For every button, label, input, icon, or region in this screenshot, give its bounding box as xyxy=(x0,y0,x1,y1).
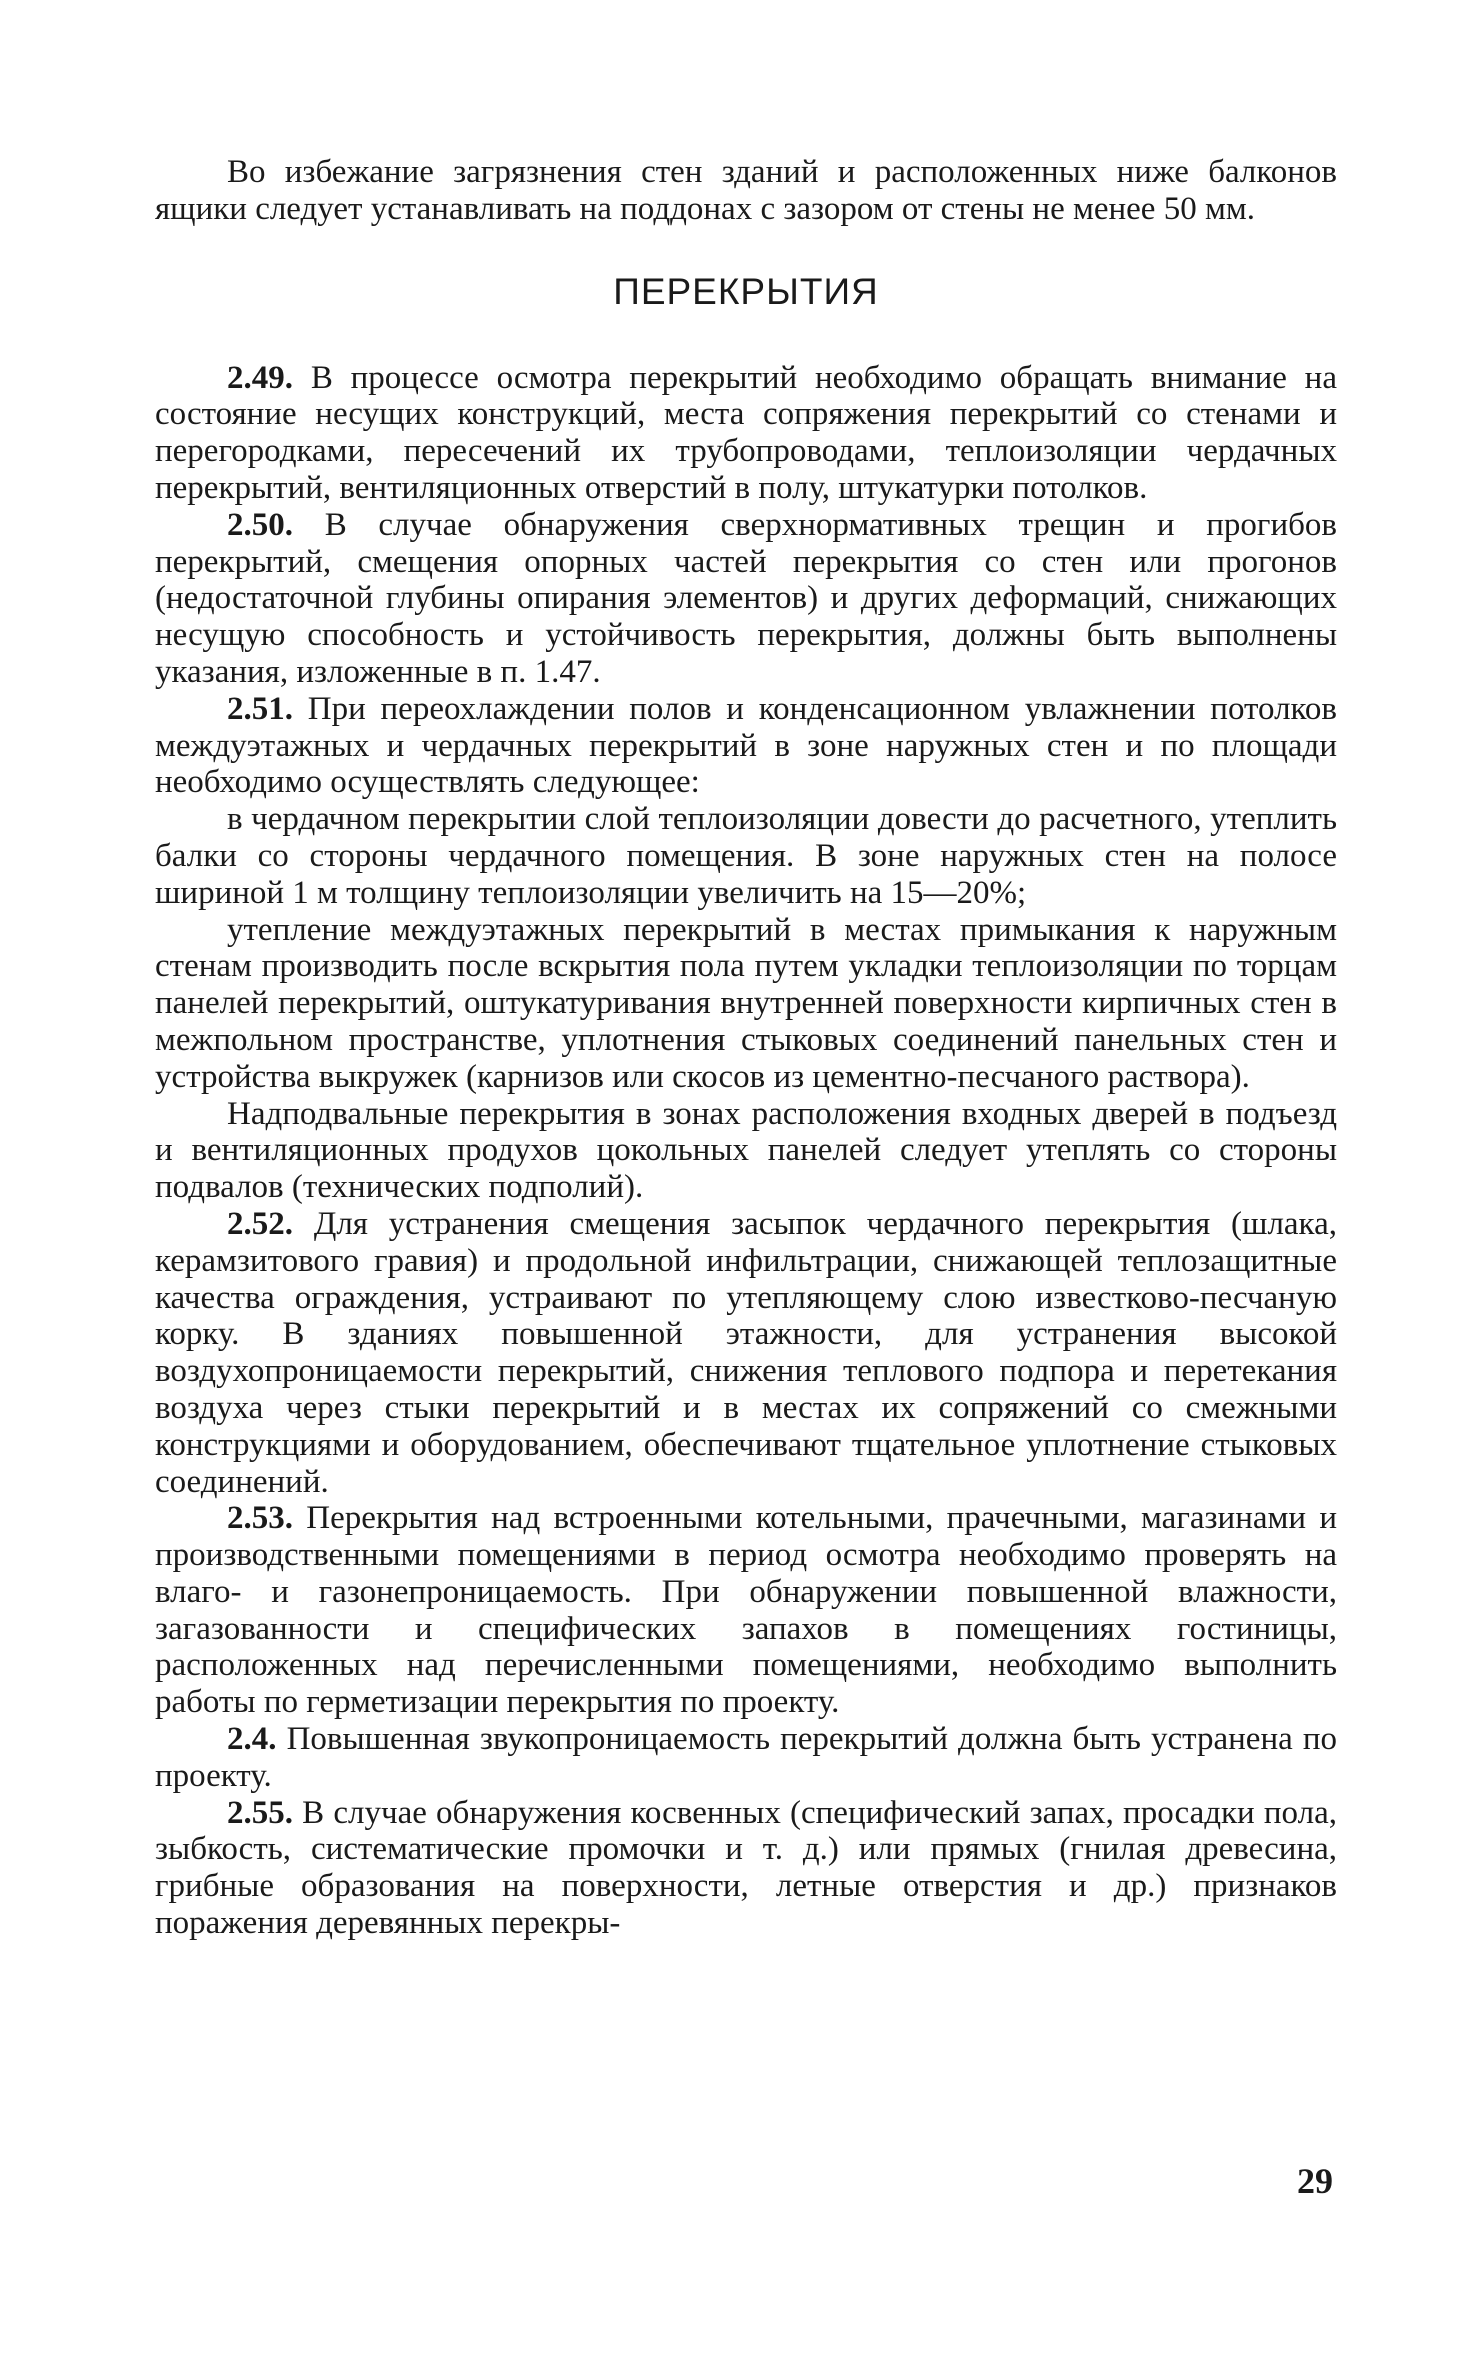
paragraph xyxy=(155,801,1337,911)
paragraph-text: В процессе осмотра перекрытий необходимо обращать внимание на состояние несущих конструкций, места сопряжения перекрытий со стенами и перегородками, пересечений их трубопроводами, теплоизоляции чердачных перекрытий, вентиляционных отверстий в полу, штукатурки потолков. xyxy=(155,359,1337,506)
paragraph-text: Повышенная звукопроницаемость перекрытий должна быть устранена по проекту. xyxy=(155,1721,1337,1794)
paragraph-text: утепление междуэтажных перекрытий в местах примыкания к наружным стенам производить после вскрытия пола путем укладки теплоизоляции по торцам панелей перекрытий, оштукатуривания внутренней поверхности кирпичных стен в межпольном пространстве, уплотнения стыковых соединений панельных стен и устройства выкружек (карнизов или скосов из цементно-песчаного раствора). xyxy=(155,911,1337,1095)
paragraph xyxy=(155,1206,1337,1500)
paragraph-number: 2.51. xyxy=(227,690,293,727)
paragraph xyxy=(155,1721,1337,1795)
section-title: ПЕРЕКРЫТИЯ xyxy=(613,270,879,312)
paragraph-number: 2.50. xyxy=(227,506,293,543)
paragraph-number: 2.55. xyxy=(227,1794,293,1831)
page-number: 29 xyxy=(1297,2161,1333,2201)
paragraph-text: При переохлаждении полов и конденсационном увлажнении потолков междуэтажных и чердачных перекрытий в зоне наружных стен и по площади необходимо осуществлять следующее: xyxy=(155,690,1337,801)
paragraph-text: в чердачном перекрытии слой теплоизоляции довести до расчетного, утеплить балки со стороны чердачного помещения. В зоне наружных стен на полосе шириной 1 м толщину теплоизоляции увеличить на 15—20%; xyxy=(155,801,1337,911)
paragraph xyxy=(155,507,1337,691)
paragraph-number: 2.4. xyxy=(227,1721,277,1758)
intro-paragraph: Во избежание загрязнения стен зданий и расположенных ниже балконов ящики следует устанавливать на поддонах с зазором от стены не менее 50 мм. xyxy=(155,154,1337,227)
paragraph xyxy=(155,912,1337,1096)
paragraph-text: В случае обнаружения косвенных (специфический запах, просадки пола, зыбкость, систематические промочки и т. д.) или прямых (гнилая древесина, грибные образования на поверхности, летные отверстия и др.) признаков поражения деревянных перекры- xyxy=(155,1794,1337,1942)
paragraph xyxy=(155,360,1337,507)
body-text xyxy=(155,154,1337,1942)
paragraph-text: В случае обнаружения сверхнормативных трещин и прогибов перекрытий, смещения опорных частей перекрытия со стен или прогонов (недостаточной глубины опирания элементов) и других деформаций, снижающих несущую способность и устойчивость перекрытия, должны быть выполнены указания, изложенные в п. 1.47. xyxy=(155,506,1337,690)
paragraph-number: 2.52. xyxy=(227,1205,293,1242)
paragraph-number: 2.49. xyxy=(227,359,293,396)
paragraph-text: Перекрытия над встроенными котельными, прачечными, магазинами и производственными помещениями в период осмотра необходимо проверять на влаго- и газонепроницаемость. При обнаружении повышенной влажности, загазованности и специфических запахов в помещениях гостиницы, расположенных над перечисленными помещениями, необходимо выполнить работы по герметизации перекрытия по проекту. xyxy=(155,1500,1337,1721)
paragraph xyxy=(155,691,1337,801)
paragraph-number: 2.53. xyxy=(227,1500,293,1537)
paragraph xyxy=(155,1096,1337,1206)
paragraph-text: Надподвальные перекрытия в зонах расположения входных дверей в подъезд и вентиляционных продухов цокольных панелей следует утеплять со стороны подвалов (технических подполий). xyxy=(155,1095,1337,1206)
paragraph xyxy=(155,1500,1337,1721)
paragraph-text: Для устранения смещения засыпок чердачного перекрытия (шлака, керамзитового гравия) и продольной инфильтрации, снижающей теплозащитные качества ограждения, устраивают по утепляющему слою известково-песчаную корку. В зданиях повышенной этажности, для устранения высокой воздухопроницаемости перекрытий, снижения теплового подпора и перетекания воздуха через стыки перекрытий и в местах их сопряжений со смежными конструкциями и оборудованием, обеспечивают тщательное уплотнение стыковых соединений. xyxy=(155,1205,1337,1500)
paragraph xyxy=(155,1795,1337,1942)
